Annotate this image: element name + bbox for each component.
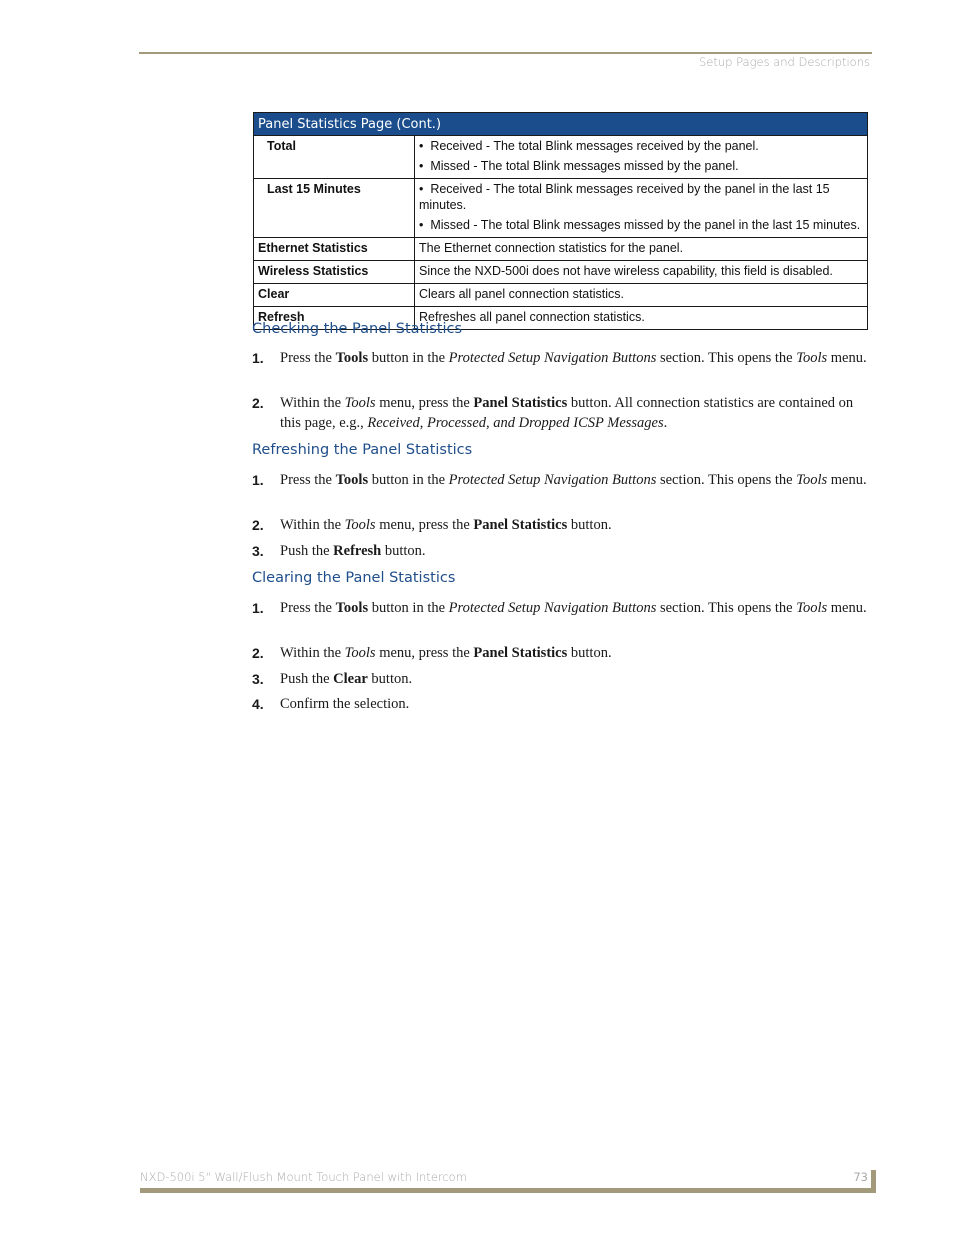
footer-rule xyxy=(140,1188,876,1193)
step-item: 1. Press the Tools button in the Protected Setup Navigation Buttons section. This opens the Tools menu. xyxy=(252,472,867,488)
section-heading-clearing: Clearing the Panel Statistics xyxy=(252,570,456,586)
row-description: Clears all panel connection statistics. xyxy=(415,284,868,307)
step-item: 4. Confirm the selection. xyxy=(252,696,410,712)
step-item: 2. Within the Tools menu, press the Panel Statistics button. xyxy=(252,645,612,661)
table-row xyxy=(254,179,868,238)
row-label: Refresh xyxy=(254,307,415,330)
step-item: 1. Press the Tools button in the Protected Setup Navigation Buttons section. This opens the Tools menu. xyxy=(252,350,867,366)
row-label: Last 15 Minutes xyxy=(254,179,415,238)
bullet-item: • Missed - The total Blink messages missed by the panel. xyxy=(419,159,739,173)
table-row xyxy=(254,261,868,284)
row-description: The Ethernet connection statistics for the panel. xyxy=(415,238,868,261)
header-rule xyxy=(139,52,872,54)
row-description: Refreshes all panel connection statistics. xyxy=(415,307,868,330)
row-label: Ethernet Statistics xyxy=(254,238,415,261)
row-description: Since the NXD-500i does not have wireless capability, this field is disabled. xyxy=(415,261,868,284)
row-description xyxy=(415,179,868,238)
section-heading-refreshing: Refreshing the Panel Statistics xyxy=(252,442,473,458)
table-row xyxy=(254,238,868,261)
step-item: 3. Push the Refresh button. xyxy=(252,543,426,559)
bullet-item: • Missed - The total Blink messages missed by the panel in the last 15 minutes. xyxy=(419,218,861,232)
table-title: Panel Statistics Page (Cont.) xyxy=(254,113,868,136)
running-header: Setup Pages and Descriptions xyxy=(699,55,870,69)
panel-statistics-table xyxy=(253,112,868,330)
row-label: Total xyxy=(254,136,415,179)
table-row xyxy=(254,136,868,179)
page-number: 73 xyxy=(853,1170,868,1184)
row-description xyxy=(415,136,868,179)
table-row xyxy=(254,284,868,307)
footer-doc-title: NXD-500i 5" Wall/Flush Mount Touch Panel with Intercom xyxy=(140,1170,467,1184)
bullet-item: • Received - The total Blink messages received by the panel. xyxy=(419,139,759,153)
section-heading-checking: Checking the Panel Statistics xyxy=(252,321,463,337)
row-label: Wireless Statistics xyxy=(254,261,415,284)
footer-rule-tick xyxy=(871,1170,876,1193)
step-item: 3. Push the Clear button. xyxy=(252,671,413,687)
step-item: 2. Within the Tools menu, press the Panel Statistics button. All connection statistics are contained on this page, e.g., Received, Processed, and Dropped ICSP Messages. xyxy=(252,395,854,431)
row-label: Clear xyxy=(254,284,415,307)
step-item: 1. Press the Tools button in the Protected Setup Navigation Buttons section. This opens the Tools menu. xyxy=(252,600,867,616)
step-item: 2. Within the Tools menu, press the Panel Statistics button. xyxy=(252,517,612,533)
bullet-item: • Received - The total Blink messages received by the panel in the last 15 minutes. xyxy=(419,182,830,212)
